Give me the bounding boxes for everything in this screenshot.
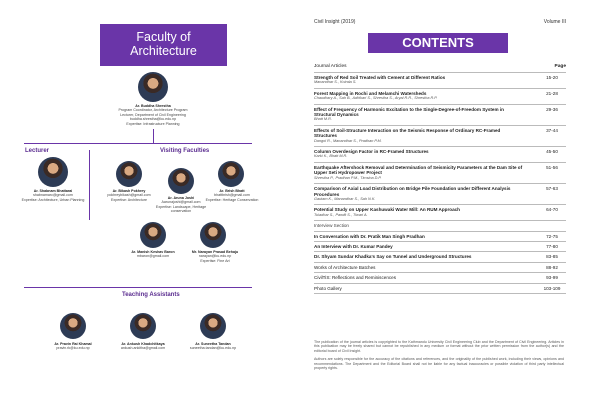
other-title[interactable]: Works of Architecture Batches	[314, 264, 376, 270]
toc-article-row[interactable]	[314, 184, 566, 205]
article-page: 29-36	[546, 106, 558, 112]
article-title[interactable]: Strength of Red Soil Treated with Cement at Different Ratios	[314, 75, 446, 80]
interview-page: 83-85	[546, 254, 558, 260]
assistant-email: pravin.rk@ku.edu.np	[56, 346, 90, 351]
visiting-faculty	[152, 196, 210, 214]
lecturer-heading: Lecturer	[25, 148, 50, 154]
assistant-email: suneetha.tandan@ku.edu.np	[189, 346, 237, 351]
article-authors: Gautam K., Manandhar S., Sah N.K.	[314, 196, 376, 201]
visiting-faculty	[204, 189, 260, 202]
article-title[interactable]: Potential Study on Upper Kashuwaki Water Mill: An RUM Approach	[314, 207, 460, 213]
visiting-name: Ar. Brish Bhatt	[219, 189, 245, 193]
visiting-name: Ar. Bikash Pokhrey	[112, 189, 146, 193]
faculty-title-line1: Faculty of	[136, 30, 191, 44]
interview-title[interactable]: In Conversation with Dr. Pratik Man Singh Pradhan	[314, 233, 425, 239]
assistant	[40, 342, 106, 351]
visiting-expertise: Expertise: Heritage Conservation	[205, 197, 259, 202]
volume-label: Volume III	[543, 19, 566, 25]
toc-article-row[interactable]	[314, 147, 566, 163]
article-title[interactable]: Column Overdesign Factor in RC-Framed Structures	[314, 149, 429, 155]
toc-article-row[interactable]	[314, 126, 566, 147]
lecturer-email: shabnamarc@gmail.com	[33, 193, 73, 198]
other-title[interactable]: CivilTiS: Reflections and Reminiscences	[314, 275, 397, 281]
article-title[interactable]: Forest Mapping in Rochi and Melamchi Watersheds	[314, 90, 427, 96]
toc-article-row[interactable]	[314, 89, 566, 105]
visiting-name: Ar. Manish Keshav Baron	[131, 250, 175, 254]
toc-interview-row[interactable]	[314, 252, 566, 262]
interview-title[interactable]: An Interview with Dr. Kumar Pandey	[314, 243, 393, 249]
article-page: 51-56	[546, 164, 558, 170]
visiting-name: Mr. Narayan Prasad Behaju	[191, 250, 239, 254]
assistant-photo	[60, 313, 86, 339]
article-authors: Bhatt M.R.	[314, 117, 332, 122]
visiting-email: pokhreybikash@gmail.com	[107, 193, 151, 198]
interview-title[interactable]: Dr. Shyam Sundar Khadka's Say on Tunnel and Underground Structures	[314, 254, 472, 260]
assistant-name: Ar. Ankush Khadchitkaya	[121, 342, 165, 346]
article-authors: Tuladhar S., Pandit S., Tiwari A.	[314, 212, 368, 217]
other-page: 103-109	[543, 285, 561, 291]
lecturer	[20, 189, 86, 202]
assistant	[178, 342, 248, 351]
visiting-heading: Visiting Faculties	[160, 148, 210, 154]
coordinator	[100, 104, 206, 126]
assistant	[108, 342, 178, 351]
copyright-note	[314, 340, 564, 374]
article-authors: Shrestha P., Pradhan P.M., Timsina D.P.	[314, 175, 382, 180]
assistants-heading: Teaching Assistants	[122, 292, 180, 298]
article-authors: Manandhar S., Koirala S.	[314, 80, 357, 85]
visiting-email: mbaron@gmail.com	[136, 254, 170, 259]
coordinator-photo	[138, 72, 168, 102]
contents-page	[310, 0, 600, 420]
visiting-expertise: Expertise: Fine Art	[200, 258, 230, 263]
toc-other-row[interactable]	[314, 284, 566, 294]
lecturer-expertise: Expertise: Architecture, Urban Planning	[21, 197, 85, 202]
coordinator-email: buddha.shrestha@ku.edu.np	[129, 117, 177, 122]
article-page: 57-63	[546, 186, 558, 192]
article-page: 37-44	[546, 127, 558, 133]
visiting-faculty	[118, 250, 188, 259]
table-of-contents	[314, 62, 566, 294]
other-title[interactable]: Photo Gallery	[314, 285, 342, 291]
visiting-expertise: Expertise: Landscape, Heritage conservation	[155, 204, 207, 214]
connector-line	[24, 287, 252, 288]
article-authors: Chaudhary A., Sah B., Adhikari S., Shrestha S., Aryal R.R., Shrestha R.P.	[314, 96, 438, 101]
visiting-photo	[200, 222, 226, 248]
visiting-photo	[218, 161, 244, 187]
interview-heading: Interview Section	[314, 223, 349, 229]
article-page: 21-28	[546, 90, 558, 96]
articles-heading: Journal Articles	[314, 64, 347, 69]
other-page: 93-99	[546, 275, 558, 281]
coordinator-role2: Lecturer, Department of Civil Engineering	[120, 112, 186, 117]
connector-line	[89, 150, 90, 220]
toc-interview-row[interactable]	[314, 242, 566, 252]
journal-name: Civil Insight (2019)	[314, 19, 356, 25]
article-title[interactable]: Effect of Frequency of Harmonic Excitation to the Single-Degree-of-Freedom System in Structural Dynamics	[314, 106, 504, 118]
visiting-email: narayan@ku.edu.np	[198, 254, 232, 259]
running-header	[314, 19, 566, 25]
assistant-photo	[200, 313, 226, 339]
toc-article-row[interactable]	[314, 105, 566, 126]
visiting-faculty	[180, 250, 250, 263]
faculty-title-line2: Architecture	[130, 44, 197, 58]
faculty-title	[100, 24, 227, 66]
contents-banner: CONTENTS	[368, 33, 508, 53]
interview-section-heading	[314, 221, 566, 231]
visiting-email: bhattbrish@gmail.com	[214, 193, 250, 198]
copyright-paragraph: The publication of the journal articles is copyrighted to the Kathmandu University Civil Engineering Club and the Department of Civil Engineering. Articles in this publication may be freely shared but cannot be republished in any medium or format without the prior written permission from the author(s) and the editorial board of Civil Insight.	[314, 340, 564, 353]
visiting-email: Aarunajoshi@gmail.com	[161, 200, 201, 205]
toc-other-row[interactable]	[314, 263, 566, 273]
toc-article-row[interactable]	[314, 73, 566, 89]
toc-other-row[interactable]	[314, 273, 566, 283]
article-page: 64-70	[546, 207, 558, 213]
visiting-photo	[140, 222, 166, 248]
assistant-photo	[130, 313, 156, 339]
interview-page: 77-80	[546, 243, 558, 249]
connector-line	[24, 143, 252, 144]
visiting-photo	[116, 161, 142, 187]
assistant-name: Ar. Suneetha Tandan	[195, 342, 231, 346]
lecturer-name: Ar. Shabnam Bhattarai	[33, 189, 73, 193]
toc-header	[314, 62, 566, 73]
toc-article-row[interactable]	[314, 205, 566, 221]
visiting-expertise: Expertise: Architecture	[111, 197, 147, 202]
visiting-name: Ar. Aruna Joshi	[167, 196, 195, 200]
article-title[interactable]: Effects of Soil-Structure Interaction on the Seismic Response of Ordinary RC-Framed Structures	[314, 127, 501, 139]
coordinator-role1: Program Coordinator, Architecture Program	[118, 108, 188, 113]
connector-line	[153, 129, 154, 143]
toc-interview-row[interactable]	[314, 232, 566, 242]
coordinator-name: Ar. Buddha Shrestha	[135, 104, 171, 108]
article-page: 45-50	[546, 149, 558, 155]
article-title[interactable]: Comparison of Axial Load Distribution on Bridge Pile Foundation under Different Analysis Procedures	[314, 186, 511, 197]
assistant-email: ankush.ankitha@gmail.com	[120, 346, 166, 351]
interview-page: 72-75	[546, 233, 558, 239]
toc-article-row[interactable]	[314, 163, 566, 184]
visiting-faculty	[100, 189, 158, 202]
lecturer-photo	[38, 157, 68, 187]
page-heading: Page	[554, 64, 566, 69]
coordinator-expertise: Expertise: Infrastructure Planning	[126, 121, 180, 126]
visiting-photo	[168, 168, 194, 194]
assistant-name: Ar. Pravin Rai Khamal	[54, 342, 92, 346]
article-page: 15-20	[546, 75, 558, 80]
article-authors: Karki K., Bhatt M.R.	[314, 154, 348, 159]
other-page: 88-92	[546, 264, 558, 270]
article-title[interactable]: Earthquake Aftershock Removal and Determination of Seismicity Parameters at the Dam Site of Upper Seti Hydropower Project	[314, 164, 523, 176]
disclaimer-paragraph: Authors are solely responsible for the accuracy of the citations and references, and the originality of the published work, including their views, opinions and recommendations. The Department and the Editorial Board shall not be liable for any factual inaccuracies or possible violation of third party intellectual property rights.	[314, 357, 564, 371]
article-authors: Dangol R., Manandhar S., Pradhan P.M.	[314, 138, 382, 143]
